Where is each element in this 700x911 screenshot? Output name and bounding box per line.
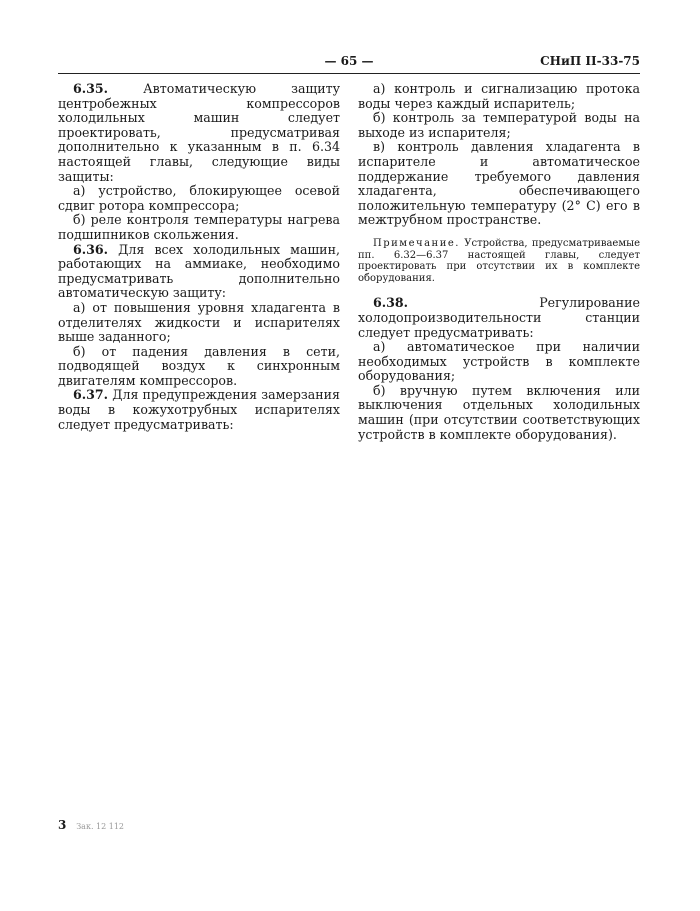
order-number: Зак. 12 112 [76, 822, 125, 831]
paragraph [358, 384, 640, 442]
paragraph [58, 213, 340, 242]
paragraph [58, 301, 340, 345]
paragraph [358, 296, 640, 340]
paragraph-text: Для предупреждения замерзания воды в кожухотрубных испарителях следует предусматривать: [58, 387, 340, 432]
note-text: Устройства, предусматриваемые пп. 6.32—6.37 настоящей главы, следует проектировать при отсутствии их в комплекте оборудования. [358, 237, 640, 284]
paragraph-text: а) от повышения уровня хладагента в отделителях жидкости и испарителях выше заданного; [58, 299, 340, 345]
paragraph-text: Автоматическую защиту центробежных компрессоров холодильных машин следует проектировать, предусматривая дополнительно к указанным в п. 6.34 настоящей главы, следующие виды защиты: [58, 81, 340, 184]
paragraph [358, 111, 640, 140]
signature-mark: 3 [58, 818, 67, 832]
note [358, 238, 640, 284]
paragraph [58, 345, 340, 389]
paragraph-text: б) реле контроля температуры нагрева подшипников скольжения. [58, 212, 340, 242]
paragraph-text: б) от падения давления в сети, подводящей воздух к синхронным двигателям компрессоров. [58, 343, 340, 388]
header-rule [58, 73, 640, 74]
paragraph [358, 82, 640, 111]
page-header [58, 54, 640, 70]
clause-number: 6.36. [73, 241, 109, 257]
paragraph-text: а) автоматическое при наличии необходимых устройств в комплекте оборудования; [358, 339, 640, 384]
paragraph-text: а) контроль и сигнализацию протока воды через каждый испаритель; [358, 81, 640, 111]
paragraph-text: б) контроль за температурой воды на выходе из испарителя; [358, 110, 640, 140]
paragraph-text: Для всех холодильных машин, работающих на аммиаке, необходимо предусматривать дополнительно автоматическую защиту: [58, 241, 340, 301]
right-column [358, 82, 640, 442]
clause-number: 6.38. [373, 295, 409, 311]
left-column [58, 82, 340, 432]
paragraph-text: в) контроль давления хладагента в испарителе и автоматическое поддержание требуемого давления хладагента, обеспечивающего положительную температуру (2° С) его в межтрубном пространстве. [358, 139, 640, 228]
paragraph [58, 184, 340, 213]
page-footer [58, 818, 124, 832]
paragraph [358, 340, 640, 384]
clause-number: 6.37. [73, 387, 109, 403]
note-label: Примечание. [373, 237, 460, 249]
paragraph [358, 140, 640, 228]
page-number: — 65 — [324, 54, 374, 68]
paragraph [58, 82, 340, 184]
paragraph-text: Регулирование холодопроизводительности станции следует предусматривать: [358, 295, 640, 340]
paragraph [58, 243, 340, 301]
paragraph-text: а) устройство, блокирующее осевой сдвиг ротора компрессора; [58, 183, 340, 213]
document-code: СНиП II-33-75 [540, 54, 640, 68]
paragraph-text: б) вручную путем включения или выключения отдельных холодильных машин (при отсутствии соответствующих устройств в комплекте оборудования). [358, 382, 640, 442]
clause-number: 6.35. [73, 81, 109, 96]
paragraph [58, 388, 340, 432]
